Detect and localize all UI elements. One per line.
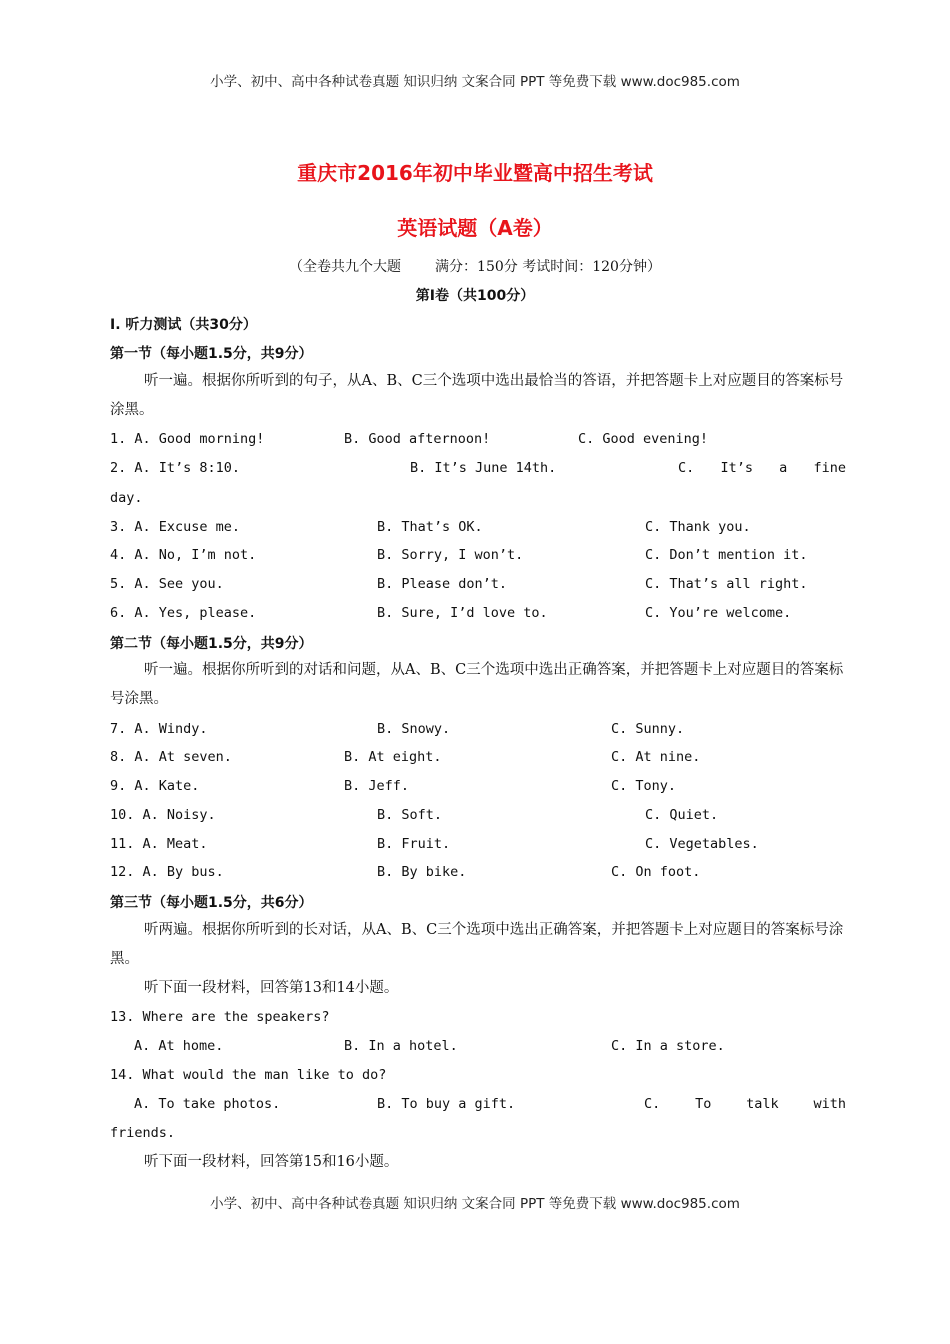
- section-heading: I. 听力测试（共30分）: [110, 317, 257, 333]
- question-4: [110, 547, 846, 569]
- volume-heading: 第Ⅰ卷（共100分）: [415, 288, 535, 304]
- exam-subtitle: 英语试题（A卷）: [397, 216, 553, 240]
- part3-instructions: 听两遍。根据你所听到的长对话，从A、B、C三个选项中选出正确答案，并把答题卡上对应题目的答案标号涂黑。: [110, 922, 844, 967]
- q12-option-b: B. By bike.: [377, 864, 467, 880]
- material-note-2: 听下面一段材料，回答第15和16小题。: [144, 1154, 399, 1170]
- q4-option-c: C. Don’t mention it.: [645, 547, 808, 563]
- exam-info: [0, 256, 950, 276]
- question-11: [110, 836, 846, 858]
- q6-option-a: 6. A. Yes, please.: [110, 605, 257, 621]
- q8-option-c: C. At nine.: [611, 749, 701, 765]
- q2-option-c: [678, 460, 846, 476]
- q13-option-c: C. In a store.: [611, 1038, 725, 1054]
- question-7: [110, 721, 846, 743]
- q2-c-word: It’s: [720, 460, 753, 476]
- q7-option-a: 7. A. Windy.: [110, 721, 208, 737]
- exam-info-part2: 满分：150分 考试时间：120分钟）: [435, 259, 661, 275]
- q13-option-b: B. In a hotel.: [344, 1038, 458, 1054]
- q14-option-a: A. To take photos.: [134, 1096, 281, 1112]
- q6-option-b: B. Sure, I’d love to.: [377, 605, 548, 621]
- q13-stem: 13. Where are the speakers?: [110, 1009, 330, 1025]
- exam-title: 重庆市2016年初中毕业暨高中招生考试: [297, 161, 653, 185]
- q14-c-word: talk: [746, 1096, 779, 1112]
- q2-c-word: a: [779, 460, 788, 476]
- q12-option-c: C. On foot.: [611, 864, 701, 880]
- question-13-stem: [110, 1009, 846, 1031]
- q11-option-a: 11. A. Meat.: [110, 836, 208, 852]
- question-3: [110, 519, 846, 541]
- question-12: [110, 864, 846, 886]
- q2-option-a: 2. A. It’s 8:10.: [110, 460, 241, 476]
- q9-option-b: B. Jeff.: [344, 778, 410, 794]
- q11-option-b: B. Fruit.: [377, 836, 451, 852]
- page-header: 小学、初中、高中各种试卷真题 知识归纳 文案合同 PPT 等免费下载 www.doc985.com: [210, 74, 740, 90]
- question-9: [110, 778, 846, 800]
- q13-option-a: A. At home.: [134, 1038, 224, 1054]
- q1-option-c: C. Good evening!: [578, 431, 709, 447]
- q14-c-word: C.: [644, 1096, 661, 1112]
- question-8: [110, 749, 846, 771]
- q8-option-a: 8. A. At seven.: [110, 749, 232, 765]
- q12-option-a: 12. A. By bus.: [110, 864, 224, 880]
- q14-option-b: B. To buy a gift.: [377, 1096, 516, 1112]
- q4-option-a: 4. A. No, I’m not.: [110, 547, 257, 563]
- q14-stem: 14. What would the man like to do?: [110, 1067, 387, 1083]
- part2-heading: 第二节（每小题1.5分，共9分）: [110, 636, 313, 652]
- q2-c-word: fine: [813, 460, 846, 476]
- question-14-stem: [110, 1067, 846, 1089]
- q9-option-c: C. Tony.: [611, 778, 677, 794]
- q5-option-b: B. Please don’t.: [377, 576, 508, 592]
- q3-option-b: B. That’s OK.: [377, 519, 483, 535]
- q1-option-b: B. Good afternoon!: [344, 431, 491, 447]
- part3-heading: 第三节（每小题1.5分，共6分）: [110, 895, 313, 911]
- part1-instructions: 听一遍。根据你所听到的句子，从A、B、C三个选项中选出最恰当的答语，并把答题卡上对应题目的答案标号涂黑。: [110, 373, 844, 418]
- q14-c-word: To: [695, 1096, 712, 1112]
- q9-option-a: 9. A. Kate.: [110, 778, 200, 794]
- q1-option-a: 1. A. Good morning!: [110, 431, 265, 447]
- question-13: [110, 1038, 846, 1060]
- q4-option-b: B. Sorry, I won’t.: [377, 547, 524, 563]
- q14-option-c: [644, 1096, 846, 1112]
- q7-option-b: B. Snowy.: [377, 721, 451, 737]
- part2-instructions: 听一遍。根据你所听到的对话和问题，从A、B、C三个选项中选出正确答案，并把答题卡上对应题目的答案标号涂黑。: [110, 662, 844, 707]
- q7-option-c: C. Sunny.: [611, 721, 685, 737]
- q11-option-c: C. Vegetables.: [645, 836, 759, 852]
- q2-c-word: C.: [678, 460, 695, 476]
- q10-option-a: 10. A. Noisy.: [110, 807, 216, 823]
- question-1: [110, 431, 846, 453]
- q8-option-b: B. At eight.: [344, 749, 442, 765]
- q5-option-c: C. That’s all right.: [645, 576, 808, 592]
- q2-option-c-continued: day.: [110, 490, 143, 506]
- question-5: [110, 576, 846, 598]
- q14-option-c-continued: friends.: [110, 1125, 176, 1141]
- q3-option-c: C. Thank you.: [645, 519, 751, 535]
- q10-option-b: B. Soft.: [377, 807, 443, 823]
- material-note-1: 听下面一段材料，回答第13和14小题。: [144, 980, 399, 996]
- page-footer: 小学、初中、高中各种试卷真题 知识归纳 文案合同 PPT 等免费下载 www.doc985.com: [210, 1196, 740, 1212]
- question-10: [110, 807, 846, 829]
- exam-info-part1: （全卷共九个大题: [289, 259, 402, 275]
- question-6: [110, 605, 846, 627]
- q6-option-c: C. You’re welcome.: [645, 605, 792, 621]
- q2-option-b: B. It’s June 14th.: [410, 460, 557, 476]
- q14-c-word: with: [813, 1096, 846, 1112]
- q5-option-a: 5. A. See you.: [110, 576, 224, 592]
- part1-heading: 第一节（每小题1.5分，共9分）: [110, 346, 313, 362]
- q10-option-c: C. Quiet.: [645, 807, 719, 823]
- q3-option-a: 3. A. Excuse me.: [110, 519, 241, 535]
